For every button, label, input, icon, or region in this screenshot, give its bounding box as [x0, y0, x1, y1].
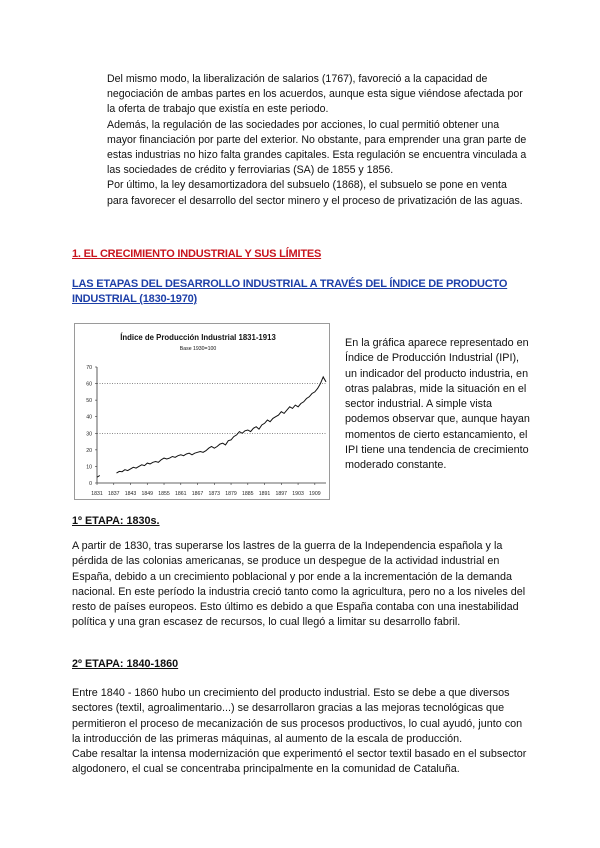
y-tick-label: 60 [86, 381, 92, 388]
ipi-chart [74, 323, 330, 500]
chart-title: Índice de Producción Industrial 1831-1913 [120, 333, 276, 342]
stage2-heading: 2º ETAPA: 1840-1860 [72, 658, 179, 670]
y-tick-label: 30 [86, 431, 92, 438]
y-tick-label: 0 [89, 481, 92, 487]
y-tick-label: 10 [86, 464, 92, 471]
x-tick-label: 1855 [158, 491, 170, 497]
y-tick-label: 70 [86, 365, 92, 371]
stage1-text: A partir de 1830, tras superarse los lastres de la guerra de la Independencia española y la pérdida de las colonias americanas, se produce un despegue de la actividad industrial en España, debido a un crecimiento poblacional y por ende a la incrementación de la demanda nacional. En este período la industria creció tanto como la agricultura, pero no a los niveles del resto de países europeos. Esto último es debido a que España contaba con una inestabilidad política y una gran escasez de recursos, lo cual llegó a limitar su desarrollo fabril. [72, 540, 526, 629]
x-tick-label: 1843 [124, 491, 137, 497]
y-tick-label: 40 [86, 414, 92, 421]
y-tick-label: 20 [86, 447, 92, 454]
x-tick-label: 1891 [258, 491, 271, 497]
x-tick-label: 1849 [141, 491, 154, 497]
x-tick-label: 1885 [242, 491, 254, 497]
stage1-heading: 1º ETAPA: 1830s. [72, 515, 160, 527]
intro-paragraph [107, 72, 527, 209]
stage2-text [72, 686, 532, 778]
x-tick-label: 1861 [175, 491, 187, 497]
intro-sentence-1: Del mismo modo, la liberalización de salarios (1767), favoreció a la capacidad de negociación de ambas partes en los acuerdos, aunque esta sigue viéndose afectada por la oferta de trabajo que existía en este periodo. [107, 73, 523, 116]
x-tick-label: 1897 [275, 491, 288, 497]
x-tick-label: 1873 [208, 491, 221, 497]
y-tick-label: 50 [86, 398, 92, 405]
intro-sentence-2: Además, la regulación de las sociedades por acciones, lo cual permitió obtener una mayor financiación por parte del exterior. No obstante, para emprender una gran parte de estas industrias no hizo falta grandes capitales. Esta regulación se encuentra vinculada a las sociedades de crédito y ferroviarias (SA) de 1855 y 1856. [107, 118, 527, 177]
x-tick-label: 1879 [225, 491, 237, 497]
x-tick-label: 1831 [91, 491, 103, 497]
stage2-text-1: Entre 1840 - 1860 hubo un crecimiento del producto industrial. Esto se debe a que diversos sectores (textil, agroalimentario...) se desarrollaron gracias a las mejoras tecnológicas que permitieron el proceso de mecanización de sus procesos productivos, lo cual ayudó, junto con la introducción de las primeras máquinas, al aumento de la escala de producción. [72, 687, 523, 745]
x-tick-label: 1867 [191, 491, 204, 497]
intro-sentence-3: Por último, la ley desamortizadora del subsuelo (1868), el subsuelo se pone en venta para favorecer el desarrollo del sector minero y el proceso de privatización de las aguas. [107, 179, 523, 207]
x-tick-label: 1903 [292, 491, 304, 497]
section-heading: 1. EL CRECIMIENTO INDUSTRIAL Y SUS LÍMITES [72, 248, 322, 260]
x-tick-label: 1837 [107, 491, 120, 497]
x-tick-label: 1909 [309, 491, 321, 497]
stage2-text-2: Cabe resaltar la intensa modernización que experimentó el sector textil basado en el subsector algodonero, el cual se concentraba principalmente en la comunidad de Cataluña. [72, 748, 527, 776]
subsection-heading: LAS ETAPAS DEL DESARROLLO INDUSTRIAL A TRAVÉS DEL ÍNDICE DE PRODUCTO INDUSTRIAL (1830-1970) [72, 278, 508, 305]
chart-subtitle: Base 1930=100 [179, 346, 217, 352]
chart-description: En la gráfica aparece representado en Índice de Producción Industrial (IPI), un indicador del producto industria, en otras palabras, mide la situación en el sector industrial. A simple vista podemos observar que, aunque hayan momentos de cierto estancamiento, el IPI tiene una tendencia de crecimiento moderado constante. [345, 337, 530, 472]
